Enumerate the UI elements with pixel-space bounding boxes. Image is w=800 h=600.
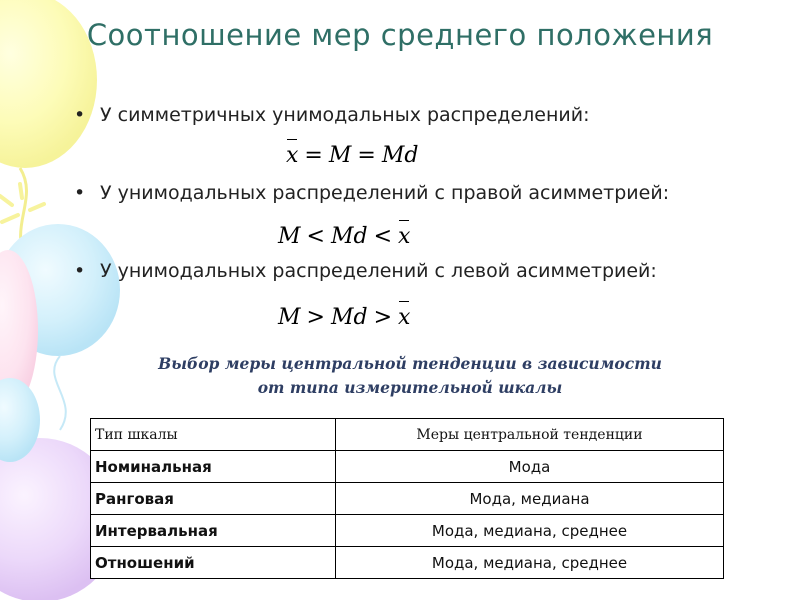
table-header-row (91, 419, 724, 451)
table-caption (100, 352, 720, 400)
formula-term: M (328, 143, 352, 168)
bullet-dot: • (74, 182, 86, 204)
formula-operator: < (306, 224, 325, 249)
formula-left-skew (278, 305, 410, 330)
table-caption-line: от типа измерительной шкалы (257, 378, 563, 397)
formula-operator: < (373, 224, 393, 249)
table-caption-line: Выбор меры центральной тенденции в зависимости (158, 354, 662, 373)
bullet-text: У унимодальных распределений с левой асимметрией: (100, 260, 657, 282)
table-cell-measures: Мода, медиана (336, 483, 724, 515)
header-scale-type: Тип шкалы (91, 419, 336, 451)
formula-operator: = (357, 143, 376, 168)
formula-term: M (278, 305, 301, 330)
formula-operator: > (373, 305, 393, 330)
table-cell-measures: Мода, медиана, среднее (336, 515, 724, 547)
formula-term: x (286, 143, 299, 168)
table-row (91, 515, 724, 547)
table-cell-scale: Номинальная (91, 451, 336, 483)
table-row (91, 451, 724, 483)
bullet-symmetric (74, 104, 589, 126)
scale-table (90, 418, 724, 579)
formula-term: x (398, 224, 411, 249)
formula-operator: > (306, 305, 325, 330)
slide-title: Соотношение мер среднего положения (86, 18, 714, 52)
bullet-dot: • (74, 104, 86, 126)
table-row (91, 483, 724, 515)
table-row (91, 547, 724, 579)
table-cell-scale: Ранговая (91, 483, 336, 515)
table-cell-scale: Интервальная (91, 515, 336, 547)
formula-operator: = (304, 143, 323, 168)
formula-term: Md (330, 305, 368, 330)
bullet-left-skew (74, 260, 657, 282)
formula-right-skew (278, 224, 410, 249)
formula-term: M (278, 224, 301, 249)
bullet-text: У симметричных унимодальных распределений: (100, 104, 590, 126)
bullet-text: У унимодальных распределений с правой асимметрией: (100, 182, 670, 204)
header-central-measures: Меры центральной тенденции (336, 419, 724, 451)
table-cell-scale: Отношений (91, 547, 336, 579)
formula-term: Md (381, 143, 419, 168)
formula-term: x (398, 305, 411, 330)
bullet-right-skew (74, 182, 669, 204)
table-cell-measures: Мода, медиана, среднее (336, 547, 724, 579)
bullet-dot: • (74, 260, 86, 282)
formula-symmetric (286, 143, 418, 168)
formula-term: Md (330, 224, 368, 249)
table-cell-measures: Мода (336, 451, 724, 483)
